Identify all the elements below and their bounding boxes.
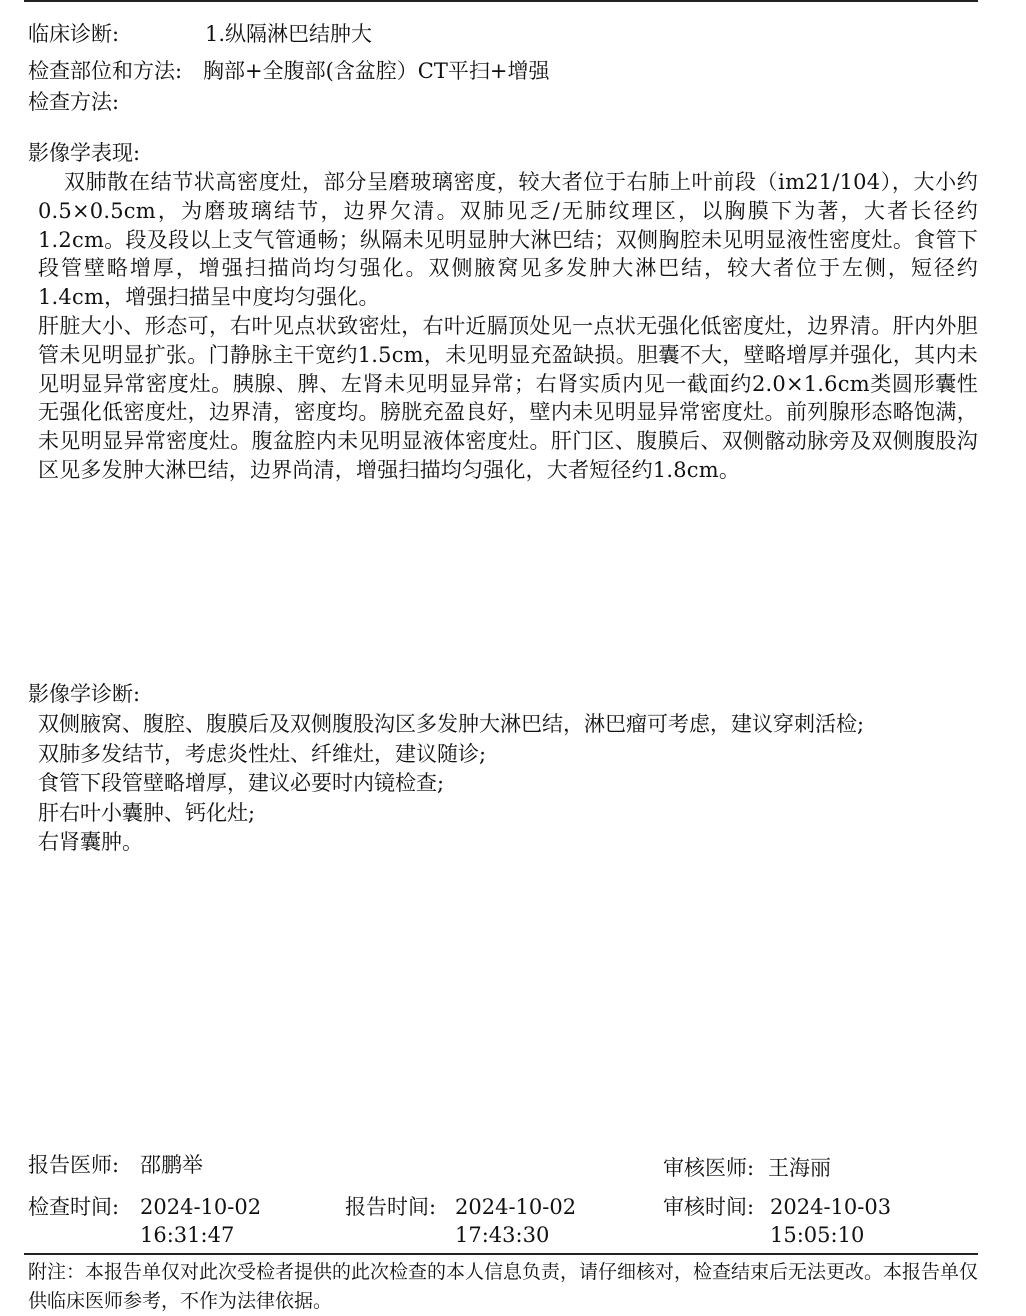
report-time-label: 报告时间: — [345, 1195, 437, 1219]
report-clock: 17:43:30 — [455, 1223, 550, 1247]
diagnosis-item: 右肾囊肿。 — [38, 830, 143, 854]
review-date: 2024-10-03 — [770, 1195, 892, 1219]
exam-date: 2024-10-02 — [140, 1195, 262, 1219]
diagnosis-item: 食管下段管壁略增厚，建议必要时内镜检查; — [38, 771, 445, 795]
clinical-diagnosis-value: 1.纵隔淋巴结肿大 — [205, 22, 373, 46]
diagnosis-item: 肝右叶小囊肿、钙化灶; — [38, 800, 256, 825]
findings-text — [38, 168, 978, 485]
diagnosis-label: 影像学诊断: — [28, 682, 141, 706]
diagnosis-item: 双侧腋窝、腹腔、腹膜后及双侧腹股沟区多发肿大淋巴结，淋巴瘤可考虑，建议穿刺活检; — [38, 712, 865, 736]
report-date: 2024-10-02 — [455, 1195, 577, 1219]
diagnosis-item: 双肺多发结节，考虑炎性灶、纤维灶，建议随诊; — [38, 741, 487, 766]
exam-clock: 16:31:47 — [140, 1223, 235, 1247]
exam-method-label: 检查方法: — [28, 90, 120, 114]
clinical-diagnosis-label: 临床诊断: — [28, 22, 120, 46]
review-time-label: 审核时间: — [663, 1195, 755, 1219]
review-doctor-name: 王海丽 — [768, 1156, 831, 1180]
report-doctor-name: 邵鹏举 — [140, 1153, 203, 1177]
diagnosis-list — [38, 710, 978, 858]
review-doctor-label: 审核医师: — [663, 1156, 755, 1180]
findings-paragraph-chest: 双肺散在结节状高密度灶，部分呈磨玻璃密度，较大者位于右肺上叶前段（im21/104），大小约0.5×0.5cm，为磨玻璃结节，边界欠清。双肺见乏/无肺纹理区，以胸膜下为著，大者长径约1.2cm。段及段以上支气管通畅；纵隔未见明显肿大淋巴结；双侧胸腔未见明显液性密度灶。食管下段管壁略增厚，增强扫描尚均匀强化。双侧腋窝见多发肿大淋巴结，较大者位于左侧，短径约1.4cm，增强扫描呈中度均匀强化。 — [38, 170, 978, 310]
exam-time-label: 检查时间: — [28, 1195, 120, 1219]
exam-site-label: 检查部位和方法: — [28, 59, 183, 83]
exam-site-value: 胸部+全腹部(含盆腔）CT平扫+增强 — [203, 59, 550, 83]
footnote-disclaimer: 附注：本报告单仅对此次受检者提供的此次检查的本人信息负责，请仔细核对，检查结束后无法更改。本报告单仅供临床医师参考，不作为法律依据。 — [28, 1261, 979, 1312]
findings-paragraph-abdomen: 肝脏大小、形态可，右叶见点状致密灶，右叶近膈顶处见一点状无强化低密度灶，边界清。肝内外胆管未见明显扩张。门静脉主干宽约1.5cm，未见明显充盈缺损。胆囊不大，壁略增厚并强化，其内未见明显异常密度灶。胰腺、脾、左肾未见明显异常；右肾实质内见一截面约2.0×1.6cm类圆形囊性无强化低密度灶，边界清，密度均。膀胱充盈良好，壁内未见明显异常密度灶。前列腺形态略饱满，未见明显异常密度灶。腹盆腔内未见明显液体密度灶。肝门区、腹膜后、双侧髂动脉旁及双侧腹股沟区见多发肿大淋巴结，边界尚清，增强扫描均匀强化，大者短径约1.8cm。 — [38, 313, 978, 482]
review-clock: 15:05:10 — [770, 1223, 865, 1247]
bottom-divider — [24, 1253, 978, 1255]
findings-label: 影像学表现: — [28, 141, 141, 165]
report-doctor-label: 报告医师: — [28, 1153, 120, 1177]
top-divider — [24, 0, 978, 2]
